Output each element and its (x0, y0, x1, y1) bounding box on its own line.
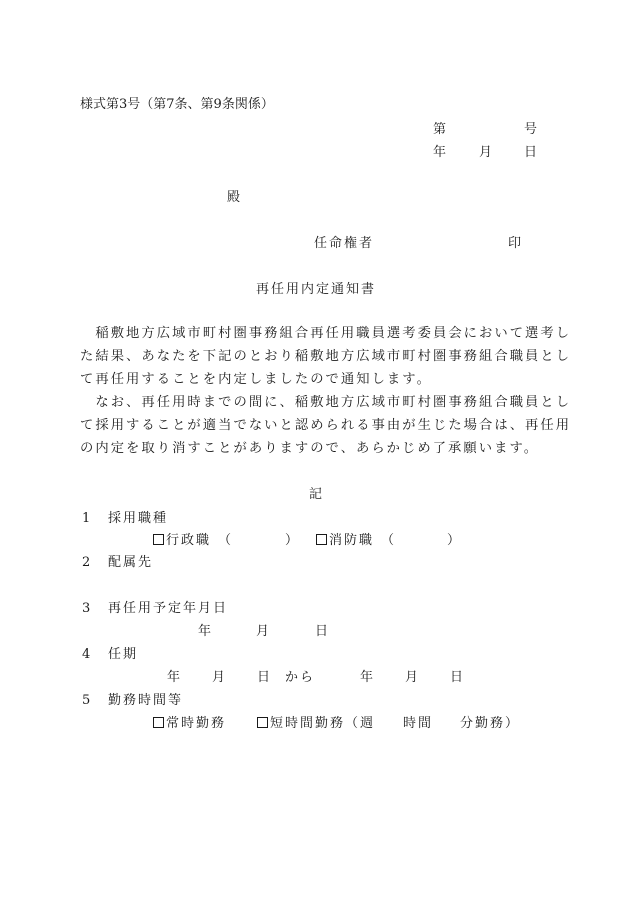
option-shoboshoku[interactable]: 消防職 (316, 533, 374, 549)
number-suffix: 号 (524, 122, 538, 137)
document-title: 再任用内定通知書 (256, 282, 377, 297)
date-year: 年 (433, 145, 447, 160)
checkbox-icon[interactable] (316, 534, 327, 545)
to-year: 年 (360, 670, 374, 685)
addressee-suffix: 殿 (227, 190, 241, 205)
checkbox-icon[interactable] (153, 717, 164, 728)
paren-close: ） (285, 533, 299, 548)
body-line: なお、再任用時までの間に、稲敷地方広域市町村圏事務組合職員とし (80, 395, 572, 410)
body-line: て採用することが適当でないと認められる事由が生じた場合は、再任用 (80, 418, 572, 433)
paren-open: （ (218, 533, 232, 548)
item-label: 再任用予定年月日 (108, 601, 229, 616)
date-day: 日 (524, 145, 538, 160)
ki-heading: 記 (309, 487, 323, 502)
item-label: 配属先 (108, 555, 154, 570)
item-label: 任期 (108, 647, 139, 662)
body-line: た結果、あなたを下記のとおり稲敷地方広域市町村圏事務組合職員とし (80, 349, 572, 364)
checkbox-icon[interactable] (153, 534, 164, 545)
item-label: 勤務時間等 (108, 693, 184, 708)
option-short-time[interactable]: 短時間勤務（週 (257, 716, 375, 732)
paren-open: （ (381, 533, 395, 548)
from-day: 日 (257, 670, 271, 685)
item-label: 採用職種 (108, 511, 169, 526)
seal-mark: 印 (508, 236, 522, 251)
body-line: 稲敷地方広域市町村圏事務組合再任用職員選考委員会において選考し (80, 326, 572, 341)
body-line: の内定を取り消すことがありますので、あらかじめ了承願います。 (80, 441, 540, 456)
to-month: 月 (405, 670, 419, 685)
hours-label: 時間 (403, 716, 434, 731)
form-label: 様式第3号（第7条、第9条関係） (80, 97, 274, 112)
date-month: 月 (479, 145, 493, 160)
item-number: 1 (82, 511, 91, 526)
paren-close: ） (447, 533, 461, 548)
appointer-label: 任命権者 (314, 236, 375, 251)
from-year: 年 (167, 670, 181, 685)
option-gyoseishoku[interactable]: 行政職 (153, 533, 211, 549)
number-prefix: 第 (433, 122, 447, 137)
kara-text: から (285, 670, 316, 685)
item-number: 3 (82, 601, 91, 616)
item-number: 2 (82, 555, 91, 570)
date-day: 日 (315, 624, 329, 639)
date-year: 年 (198, 624, 212, 639)
item-number: 5 (82, 693, 91, 708)
minutes-label: 分勤務） (460, 716, 521, 731)
date-month: 月 (256, 624, 270, 639)
from-month: 月 (212, 670, 226, 685)
option-full-time[interactable]: 常時勤務 (153, 716, 226, 732)
item-number: 4 (82, 647, 91, 662)
to-day: 日 (450, 670, 464, 685)
body-line: て再任用することを内定しましたので通知します。 (80, 372, 432, 387)
checkbox-icon[interactable] (257, 717, 268, 728)
